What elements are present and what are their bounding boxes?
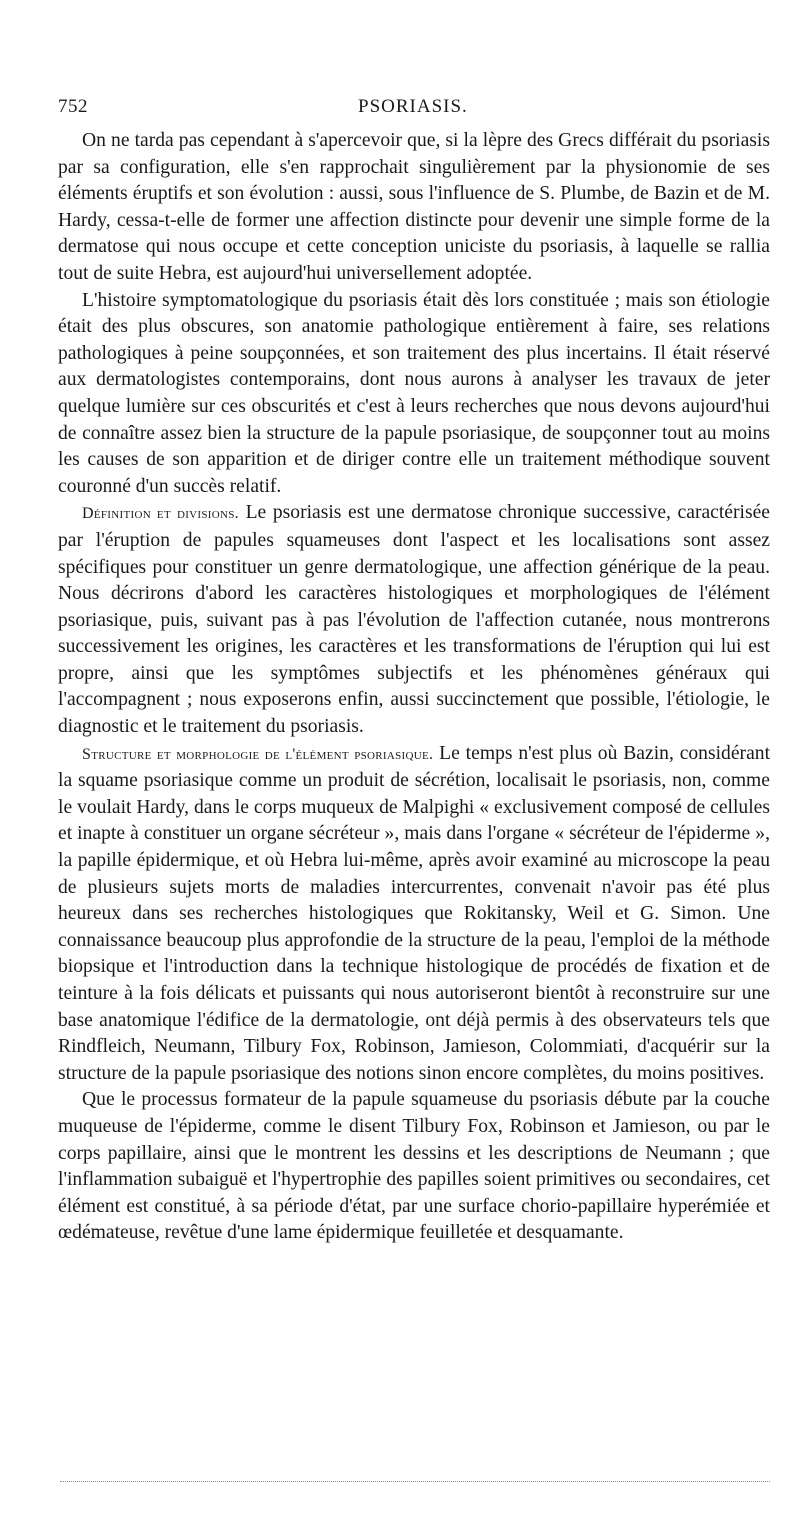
footer-dotted-rule — [60, 1481, 770, 1482]
section-heading-structure: Structure et morphologie de l'élément psoriasique. — [82, 745, 434, 763]
body-text — [58, 128, 770, 1247]
paragraph-1 — [58, 128, 770, 288]
running-head — [58, 96, 770, 128]
page-number: 752 — [58, 96, 88, 117]
page — [58, 96, 770, 1247]
paragraph-3-text: Le psoriasis est une dermatose chronique successive, caractérisée par l'éruption de papules squameuses dont l'aspect et les localisations sont assez spécifiques pour constituer un genre dermatologique, une affection générique de la peau. Nous décrirons d'abord les caractères histologiques et morphologiques de l'élément psoriasique, puis, suivant pas à pas l'évolution de l'affection cutanée, nous montrerons successivement les origines, les caractères et les transformations de l'éruption qui lui est propre, ainsi que les symptômes subjectifs et les phénomènes généraux qui l'accompagnent ; nous exposerons enfin, aussi succinctement que possible, l'étiologie, le diagnostic et le traitement du psoriasis. — [58, 502, 770, 738]
paragraph-1-text: On ne tarda pas cependant à s'apercevoir que, si la lèpre des Grecs différait du psoriasis par sa configuration, elle s'en rapprochait singulièrement par la physionomie de ses éléments éruptifs et son évolution : aussi, sous l'influence de S. Plumbe, de Bazin et de M. Hardy, cessa-t-elle de former une affection distincte pour devenir une simple forme de la dermatose qui nous occupe et cette conception uniciste du psoriasis, à laquelle se rallia tout de suite Hebra, est aujourd'hui universellement adoptée. — [58, 130, 770, 284]
paragraph-2 — [58, 288, 770, 501]
paragraph-4-text: Le temps n'est plus où Bazin, considérant la squame psoriasique comme un produit de sécrétion, localisait le psoriasis, non, comme le voulait Hardy, dans le corps muqueux de Malpighi « exclusivement composé de cellules et inapte à constituer un organe sécréteur », mais dans l'organe « sécréteur de l'épiderme », la papille épidermique, et où Hebra lui-même, après avoir examiné au microscope la peau de plusieurs sujets morts de maladies intercurrentes, convenait n'avoir pas été plus heureux dans ses recherches histologiques que Rokitansky, Weil et G. Simon. Une connaissance beaucoup plus approfondie de la structure de la peau, l'emploi de la méthode biopsique et l'introduction dans la technique histologique de procédés de fixation et de teinture à la fois délicats et puissants qui nous autoriseront bientôt à reconstruire sur une base anatomique l'édifice de la dermatologie, ont déjà permis à des observateurs tels que Rindfleich, Neumann, Tilbury Fox, Robinson, Jamieson, Colommiati, d'acquérir sur la structure de la papule psoriasique des notions sinon encore complètes, du moins positives. — [58, 742, 771, 1084]
running-title: PSORIASIS. — [358, 96, 468, 117]
paragraph-4 — [58, 741, 770, 1088]
section-heading-definition: Définition et divisions. — [82, 505, 239, 523]
paragraph-5-text: Que le processus formateur de la papule squameuse du psoriasis débute par la couche muqueuse de l'épiderme, comme le disent Tilbury Fox, Robinson et Jamieson, ou par le corps papillaire, ainsi que le montrent les dessins et les descriptions de Neumann ; que l'inflammation subaiguë et l'hypertrophie des papilles soient primitives ou secondaires, cet élément est constitué, à sa période d'état, par une surface chorio-papillaire hyperémiée et œdémateuse, revêtue d'une lame épidermique feuilletée et desquamante. — [58, 1089, 770, 1244]
paragraph-5 — [58, 1087, 770, 1247]
paragraph-2-text: L'histoire symptomatologique du psoriasis était dès lors constituée ; mais son étiologie était des plus obscures, son anatomie pathologique entièrement à faire, ses relations pathologiques à peine soupçonnées, et son traitement des plus incertains. Il était réservé aux dermatologistes contemporains, dont nous aurons à analyser les travaux de jeter quelque lumière sur ces obscurités et c'est à leurs recherches que nous devons aujourd'hui de connaître assez bien la structure de la papule psoriasique, de soupçonner tout au moins les causes de son apparition et de diriger contre elle un traitement méthodique souvent couronné d'un succès relatif. — [58, 289, 770, 497]
paragraph-3 — [58, 500, 770, 740]
